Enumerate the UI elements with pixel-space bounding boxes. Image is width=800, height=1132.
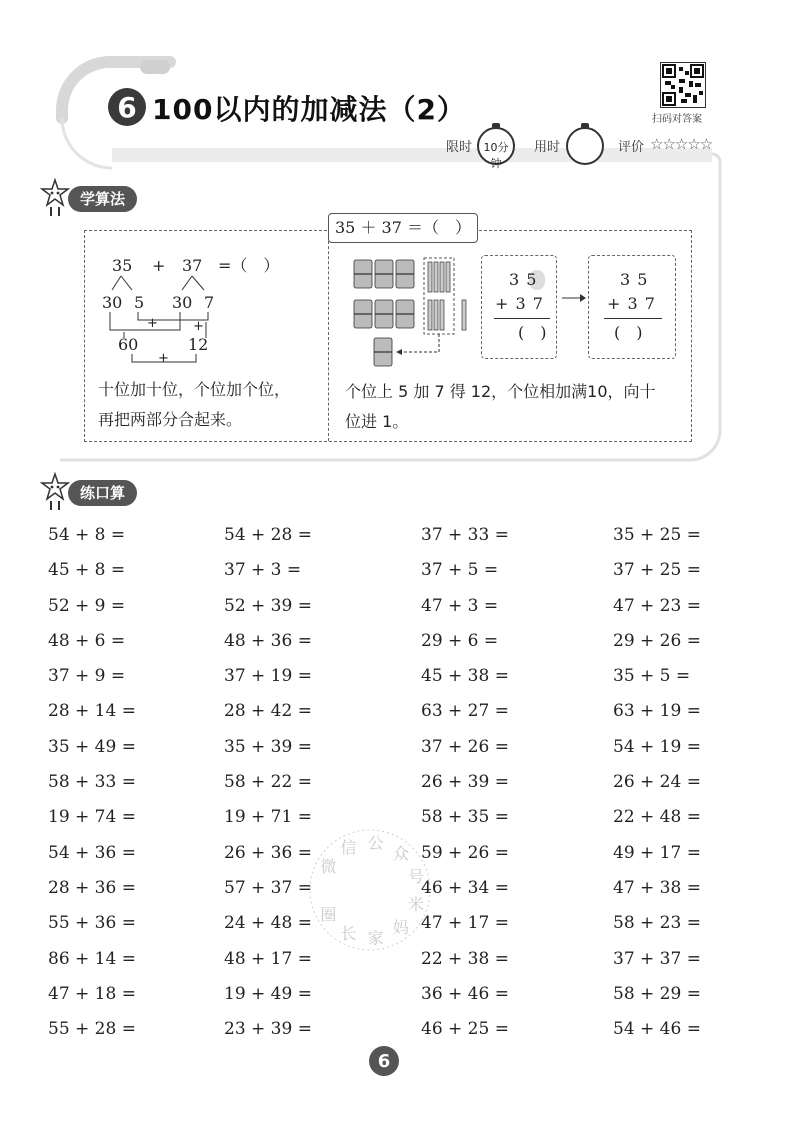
example-title: 35 ＋ 37 ＝（ ） [328, 213, 478, 243]
practice-problem[interactable]: 55 + 36 = [48, 913, 136, 934]
combine-plus: + [158, 351, 169, 365]
section-learn-label: 学算法 [68, 186, 137, 212]
result-ones: 12 [188, 335, 209, 354]
watermark-char: 公 [367, 833, 384, 853]
practice-problem[interactable]: 29 + 26 = [613, 630, 701, 651]
star-mascot-icon [40, 472, 70, 512]
watermark-stamp [300, 820, 440, 960]
example-divider [328, 231, 329, 441]
practice-problem[interactable]: 55 + 28 = [48, 1019, 136, 1040]
watermark-char: 家 [367, 928, 384, 948]
watermark-char: 妈 [392, 917, 409, 937]
practice-problem[interactable]: 48 + 36 = [224, 630, 312, 651]
result-tens: 60 [118, 335, 139, 354]
practice-problem[interactable]: 23 + 39 = [224, 1019, 312, 1040]
practice-problem[interactable]: 58 + 35 = [421, 807, 509, 828]
vertical1-rule [494, 318, 550, 319]
time-used-label: 用时 [534, 140, 561, 155]
practice-problem[interactable]: 28 + 36 = [48, 877, 136, 898]
watermark-char: 信 [340, 838, 357, 858]
split-ones-a: 5 [134, 293, 145, 312]
practice-row [48, 732, 748, 767]
rating-stars[interactable]: ☆☆☆☆☆ [650, 135, 713, 153]
star-mascot-icon [40, 178, 70, 218]
practice-problem[interactable]: 54 + 36 = [48, 842, 136, 863]
split-tens-b: 30 [172, 293, 193, 312]
practice-problem[interactable]: 46 + 25 = [421, 1019, 509, 1040]
vertical1-row1: 3 5 [509, 270, 538, 289]
right-explanation-line2: 位进 1。 [345, 412, 409, 431]
vertical2-rule [604, 318, 662, 319]
decomposition-diagram [90, 250, 320, 365]
practice-problem[interactable]: 47 + 3 = [421, 595, 499, 616]
practice-row [48, 555, 748, 590]
practice-problem[interactable]: 49 + 17 = [613, 842, 701, 863]
vertical2-answer[interactable]: ( ) [614, 323, 643, 342]
section-practice-label: 练口算 [68, 480, 137, 506]
practice-problem[interactable]: 59 + 26 = [421, 842, 509, 863]
time-limit-timer [477, 127, 515, 170]
practice-problem[interactable]: 28 + 42 = [224, 701, 312, 722]
practice-problem[interactable]: 45 + 8 = [48, 560, 126, 581]
practice-problem[interactable]: 47 + 38 = [613, 877, 701, 898]
practice-problem[interactable]: 37 + 25 = [613, 560, 701, 581]
qr-code-icon[interactable] [660, 62, 706, 108]
practice-problem[interactable]: 57 + 37 = [224, 877, 312, 898]
practice-problem[interactable]: 22 + 48 = [613, 807, 701, 828]
practice-grid [48, 520, 748, 1049]
practice-problem[interactable]: 26 + 39 = [421, 772, 509, 793]
practice-problem[interactable]: 52 + 9 = [48, 595, 126, 616]
practice-problem[interactable]: 47 + 17 = [421, 913, 509, 934]
practice-problem[interactable]: 35 + 5 = [613, 666, 691, 687]
practice-problem[interactable]: 45 + 38 = [421, 666, 509, 687]
practice-problem[interactable]: 58 + 23 = [613, 913, 701, 934]
practice-row [48, 696, 748, 731]
practice-problem[interactable]: 37 + 37 = [613, 948, 701, 969]
practice-row [48, 661, 748, 696]
time-used-timer[interactable] [566, 127, 604, 165]
practice-problem[interactable]: 54 + 28 = [224, 525, 312, 545]
page-title: 100以内的加减法（2） [152, 93, 466, 126]
left-explanation-line2: 再把两部分合起来。 [98, 410, 243, 429]
practice-problem[interactable]: 19 + 74 = [48, 807, 136, 828]
split-tens-a: 30 [102, 293, 123, 312]
practice-row [48, 767, 748, 802]
decomp-top-a: 35 [112, 256, 133, 275]
practice-problem[interactable]: 35 + 49 = [48, 736, 136, 757]
practice-problem[interactable]: 37 + 5 = [421, 560, 499, 581]
watermark-char: 米 [408, 894, 425, 914]
practice-row [48, 626, 748, 661]
practice-problem[interactable]: 22 + 38 = [421, 948, 509, 969]
practice-problem[interactable]: 58 + 33 = [48, 772, 136, 793]
watermark-char: 圈 [320, 905, 337, 924]
practice-problem[interactable]: 54 + 8 = [48, 525, 126, 545]
practice-problem[interactable]: 48 + 6 = [48, 630, 126, 651]
arrow-right-icon [562, 292, 588, 304]
right-explanation-line1: 个位上 5 加 7 得 12，个位相加满10，向十 [345, 382, 656, 401]
practice-problem[interactable]: 48 + 17 = [224, 948, 312, 969]
time-limit-value: 10分钟 [483, 141, 509, 170]
vertical1-answer[interactable]: ( ) [518, 323, 547, 342]
page-number-text: 6 [377, 1050, 391, 1072]
lesson-number: 6 [117, 90, 137, 124]
practice-problem[interactable]: 19 + 49 = [224, 983, 312, 1004]
practice-problem[interactable]: 24 + 48 = [224, 913, 312, 934]
practice-problem[interactable]: 47 + 23 = [613, 595, 701, 616]
decomp-top-b: 37 [182, 256, 203, 275]
practice-problem[interactable]: 54 + 46 = [613, 1019, 701, 1040]
qr-label: 扫码对答案 [652, 114, 702, 125]
practice-problem[interactable]: 19 + 71 = [224, 807, 312, 828]
watermark-char: 微 [320, 857, 337, 876]
practice-problem[interactable]: 29 + 6 = [421, 630, 499, 651]
practice-problem[interactable]: 26 + 36 = [224, 842, 312, 863]
practice-problem[interactable]: 37 + 9 = [48, 666, 126, 687]
practice-problem[interactable]: 37 + 33 = [421, 525, 509, 545]
practice-problem[interactable]: 63 + 27 = [421, 701, 509, 722]
practice-problem[interactable]: 54 + 19 = [613, 736, 701, 757]
time-limit-label: 限时 [446, 140, 473, 155]
practice-problem[interactable]: 63 + 19 = [613, 701, 701, 722]
watermark-char: 号 [408, 867, 425, 887]
practice-row [48, 520, 748, 555]
practice-problem[interactable]: 58 + 22 = [224, 772, 312, 793]
vertical2-row2: + 3 7 [607, 294, 656, 313]
practice-problem[interactable]: 58 + 29 = [613, 983, 701, 1004]
watermark-char: 众 [392, 844, 409, 864]
left-explanation-line1: 十位加十位，个位加个位， [98, 380, 291, 399]
ones-plus: + [147, 316, 158, 331]
practice-problem[interactable]: 36 + 46 = [421, 983, 509, 1004]
watermark-char: 长 [340, 923, 357, 943]
split-ones-b: 7 [204, 293, 215, 312]
vertical1-row2: + 3 7 [495, 294, 544, 313]
counting-sticks-illustration [352, 256, 480, 371]
practice-row [48, 1014, 748, 1049]
practice-problem[interactable]: 52 + 39 = [224, 595, 312, 616]
lesson-number-badge [108, 88, 146, 126]
practice-row [48, 591, 748, 626]
practice-problem[interactable]: 46 + 34 = [421, 877, 509, 898]
practice-problem[interactable]: 86 + 14 = [48, 948, 136, 969]
rating-label: 评价 [618, 140, 645, 155]
practice-problem[interactable]: 47 + 18 = [48, 983, 136, 1004]
practice-row [48, 979, 748, 1014]
practice-problem[interactable]: 37 + 19 = [224, 666, 312, 687]
practice-problem[interactable]: 28 + 14 = [48, 701, 136, 722]
page-number [369, 1046, 399, 1076]
tens-plus: + [193, 319, 204, 334]
decomp-equals: =（ ） [218, 256, 280, 275]
practice-problem[interactable]: 37 + 3 = [224, 560, 302, 581]
practice-problem[interactable]: 35 + 39 = [224, 736, 312, 757]
vertical2-row1: 3 5 [620, 270, 649, 289]
decomp-plus: + [152, 256, 166, 275]
practice-problem[interactable]: 35 + 25 = [613, 525, 701, 545]
practice-problem[interactable]: 37 + 26 = [421, 736, 509, 757]
practice-problem[interactable]: 26 + 24 = [613, 772, 701, 793]
